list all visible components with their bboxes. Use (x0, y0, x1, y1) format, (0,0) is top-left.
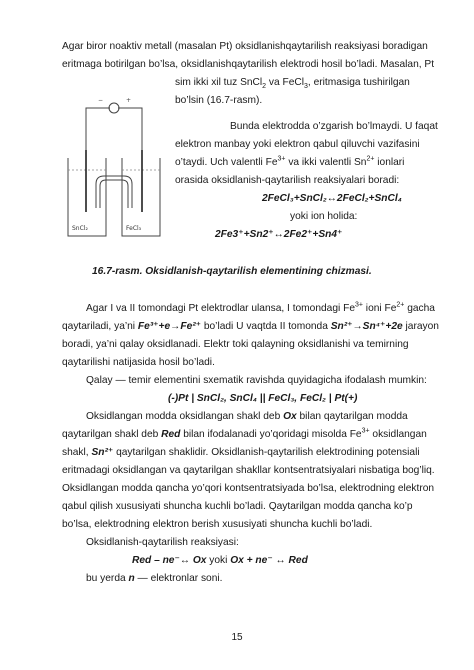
paragraph-line: Oksidlangan modda oksidlangan shakl deb Ox bilan qaytarilgan modda (86, 411, 408, 422)
page-number: 15 (231, 632, 243, 643)
paragraph-line: orasida oksidlanish-qaytarilish reaksiyalari boradi: (175, 175, 400, 186)
paragraph-line: o’taydi. Uch valentli $Fe^{3+}$ va ikki valentli $Sn^{2+}$ ionlari (175, 155, 405, 168)
paragraph-line: eritmaga botirilgan bo’lsa, oksidlanishqaytarilish elektrodi hosil bo’ladi. Masalan, Pt (62, 59, 435, 70)
paragraph-line: elektron manbay yoki elektron qabul qiluvchi vazifasini (175, 139, 420, 150)
paragraph-line: boradi, ya’ni qalay oksidlanadi. Elektr toki qalayning oksidlanishi va temirning (62, 339, 409, 350)
paragraph-line: eritmadagi oksidlangan va qaytarilgan shakllar kontsentratsiyalari nisbatiga bog’liq. (62, 465, 435, 476)
paragraph-line: Oksidlanish-qaytarilish reaksiyasi: (86, 537, 239, 548)
right-solution-label: FeCl₃ (126, 225, 142, 232)
paragraph-line: Oksidlangan modda qancha yo’qori kontsentratsiyada bo’lsa, elektrodning elektron (62, 483, 435, 494)
cell-scheme: (-)Pt | SnCl₂, SnCl₄ || FeCl₃, FeCl₂ | Pt(+) (168, 393, 358, 404)
svg-text:−: − (98, 97, 104, 104)
paragraph-line: Bunda elektrodda o’zgarish bo’lmaydi. U faqat (230, 121, 438, 132)
ionic-equation: 2Fe3⁺+Sn2⁺↔2Fe2⁺+Sn4⁺ (215, 229, 343, 240)
paragraph-line: qaytarilgan shakl deb Red bilan ifodalanadi yo’qoridagi misolda $Fe^{3+}$ oksidlangan (62, 427, 427, 440)
paragraph-line: Agar I va II tomondagi Pt elektrodlar ulansa, I tomondagi $Fe^{3+}$ ioni $Fe^{2+}$ gacha (86, 301, 435, 314)
paragraph-line: yoki ion holida: (290, 211, 358, 222)
paragraph-line: Agar biror noaktiv metall (masalan Pt) oksidlanishqaytarilish reaksiyasi boradigan (62, 41, 428, 52)
electrochemical-cell-diagram (62, 88, 166, 246)
paragraph-line: bo’lsa, elektrodning elektron berish xususiyati shuncha kuchli bo’ladi. (62, 519, 373, 530)
paragraph-line: qaytariladi, ya’ni Fe³⁺+e→Fe²⁺ bo’ladi U vaqtda II tomonda Sn²⁺→Sn⁴⁺+2e jarayon (62, 321, 439, 332)
reaction-equation: 2FeCl₃+SnCl₂↔2FeCl₂+SnCl₄ (262, 193, 402, 204)
paragraph-line: qaytarilishi natijasida hosil bo’ladi. (62, 357, 215, 368)
paragraph-line: shakl, Sn²⁺ qaytarilgan shaklidir. Oksidlanish-qaytarilish elektrodining potensiali (62, 447, 420, 458)
paragraph-line: Qalay — temir elementini sxematik ravishda quyidagicha ifodalash mumkin: (86, 375, 427, 386)
paragraph-line: sim ikki xil tuz SnCl$_2$ va FeCl$_3$, eritmasiga tushirilgan (175, 77, 410, 91)
redox-equation: Red – ne⁻↔ Ox yoki Ox + ne⁻ ↔ Red (132, 555, 308, 566)
svg-text:+: + (126, 97, 132, 104)
paragraph-line: qabul qilish xususiyati shuncha kuchli bo’ladi. Qaytarilgan modda qancha ko’p (62, 501, 413, 512)
paragraph-line: bo’lsin (16.7-rasm). (175, 95, 263, 106)
figure-caption: 16.7-rasm. Oksidlanish-qaytarilish elementining chizmasi. (92, 266, 372, 277)
paragraph-line: bu yerda n — elektronlar soni. (86, 573, 223, 584)
left-solution-label: SnCl₂ (72, 225, 88, 232)
